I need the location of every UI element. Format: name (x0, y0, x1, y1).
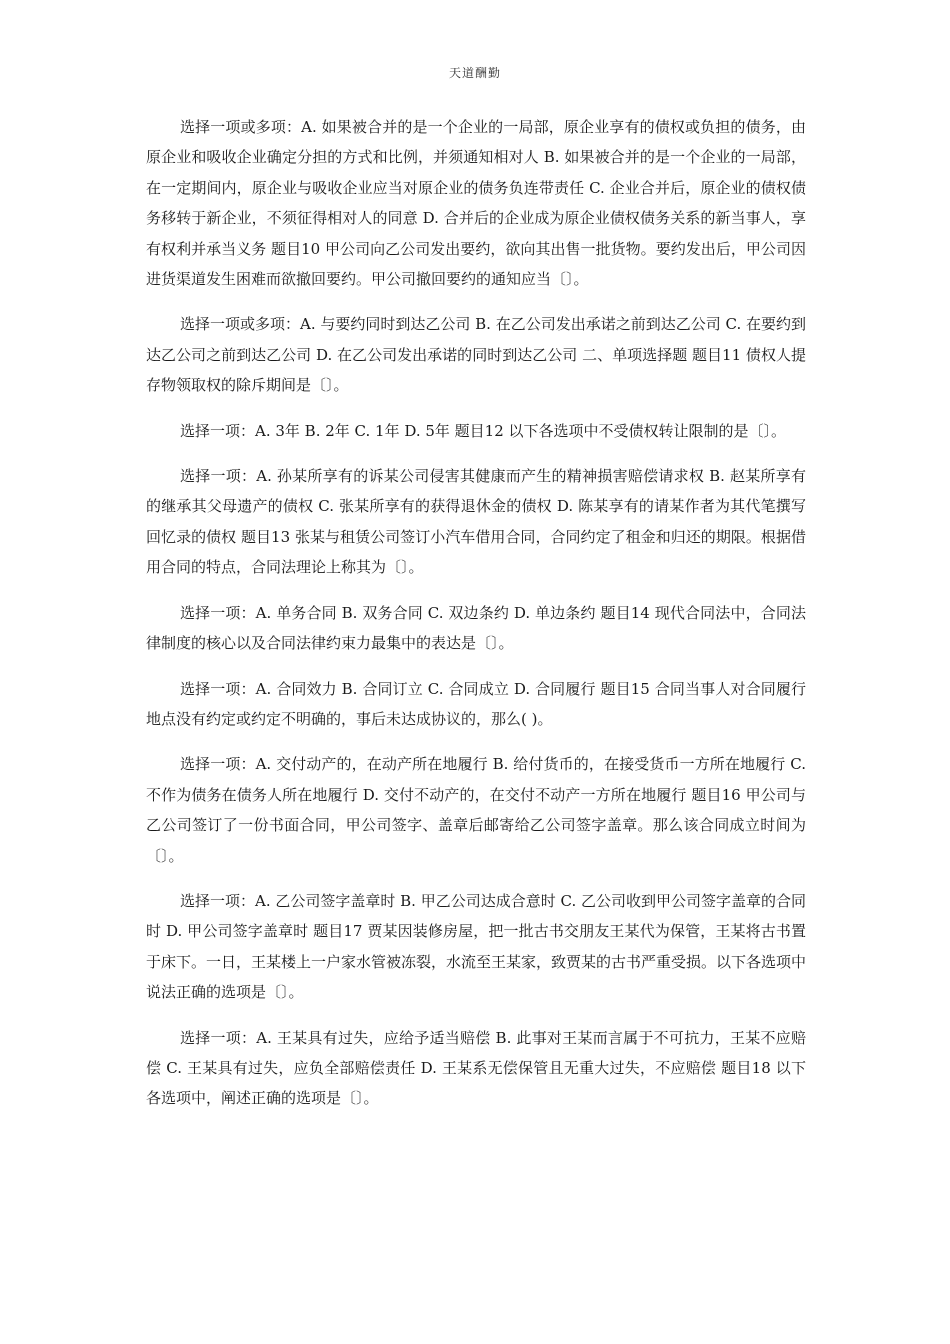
paragraph-4: 选择一项：A. 孙某所享有的诉某公司侵害其健康而产生的精神损害赔偿请求权 B. 赵某所享有的继承其父母遗产的债权 C. 张某所享有的获得退休金的债权 D. 陈某享有的请某作者为其代笔撰写回忆录的债权 题目13 张某与租赁公司签订小汽车借用合同，合同约定了租金和归还的期限。根据借用合同的特点，合同法理论上称其为〔〕。 (146, 467, 806, 577)
paragraph-1: 选择一项或多项：A. 如果被合并的是一个企业的一局部，原企业享有的债权或负担的债务，由原企业和吸收企业确定分担的方式和比例，并须通知相对人 B. 如果被合并的是一个企业的一局部，在一定期间内，原企业与吸收企业应当对原企业的债务负连带责任 C. 企业合并后，原企业的债权债务移转于新企业，不须征得相对人的同意 D. 合并后的企业成为原企业债权债务关系的新当事人，享有权利并承当义务 题目10 甲公司向乙公司发出要约，欲向其出售一批货物。要约发出后，甲公司因进货渠道发生困难而欲撤回要约。甲公司撤回要约的通知应当〔〕。 (146, 118, 806, 289)
paragraph-3: 选择一项：A. 3年 B. 2年 C. 1年 D. 5年 题目12 以下各选项中不受债权转让限制的是〔〕。 (180, 421, 787, 440)
paragraph-9: 选择一项：A. 王某具有过失，应给予适当赔偿 B. 此事对王某而言属于不可抗力，王某不应赔偿 C. 王某具有过失，应负全部赔偿责任 D. 王某系无偿保管且无重大过失，不应赔偿 题目18 以下各选项中，阐述正确的选项是〔〕。 (146, 1028, 806, 1108)
paragraph-7: 选择一项：A. 交付动产的，在动产所在地履行 B. 给付货币的，在接受货币一方所在地履行 C. 不作为债务在债务人所在地履行 D. 交付不动产的，在交付不动产一方所在地履行 题目16 甲公司与乙公司签订了一份书面合同，甲公司签字、盖章后邮寄给乙公司签字盖章。那么该合同成立时间为〔〕。 (146, 755, 806, 865)
paragraph-5: 选择一项：A. 单务合同 B. 双务合同 C. 双边条约 D. 单边条约 题目14 现代合同法中，合同法律制度的核心以及合同法律约束力最集中的表达是〔〕。 (146, 603, 806, 653)
page-header: 天道酬勤 (448, 66, 501, 80)
paragraph-6: 选择一项：A. 合同效力 B. 合同订立 C. 合同成立 D. 合同履行 题目15 合同当事人对合同履行地点没有约定或约定不明确的，事后未达成协议的，那么( )。 (146, 679, 806, 728)
paragraph-2: 选择一项或多项：A. 与要约同时到达乙公司 B. 在乙公司发出承诺之前到达乙公司 C. 在要约到达乙公司之前到达乙公司 D. 在乙公司发出承诺的同时到达乙公司 二、单项选择题 题目11 债权人提存物领取权的除斥期间是〔〕。 (146, 315, 806, 395)
paragraph-8: 选择一项：A. 乙公司签字盖章时 B. 甲乙公司达成合意时 C. 乙公司收到甲公司签字盖章的合同时 D. 甲公司签字盖章时 题目17 贾某因装修房屋，把一批古书交朋友王某代为保管，王某将古书置于床下。一日，王某楼上一户家水管被冻裂，水流至王某家，致贾某的古书严重受损。以下各选项中说法正确的选项是〔〕。 (146, 891, 807, 1002)
document-body (146, 112, 806, 1129)
